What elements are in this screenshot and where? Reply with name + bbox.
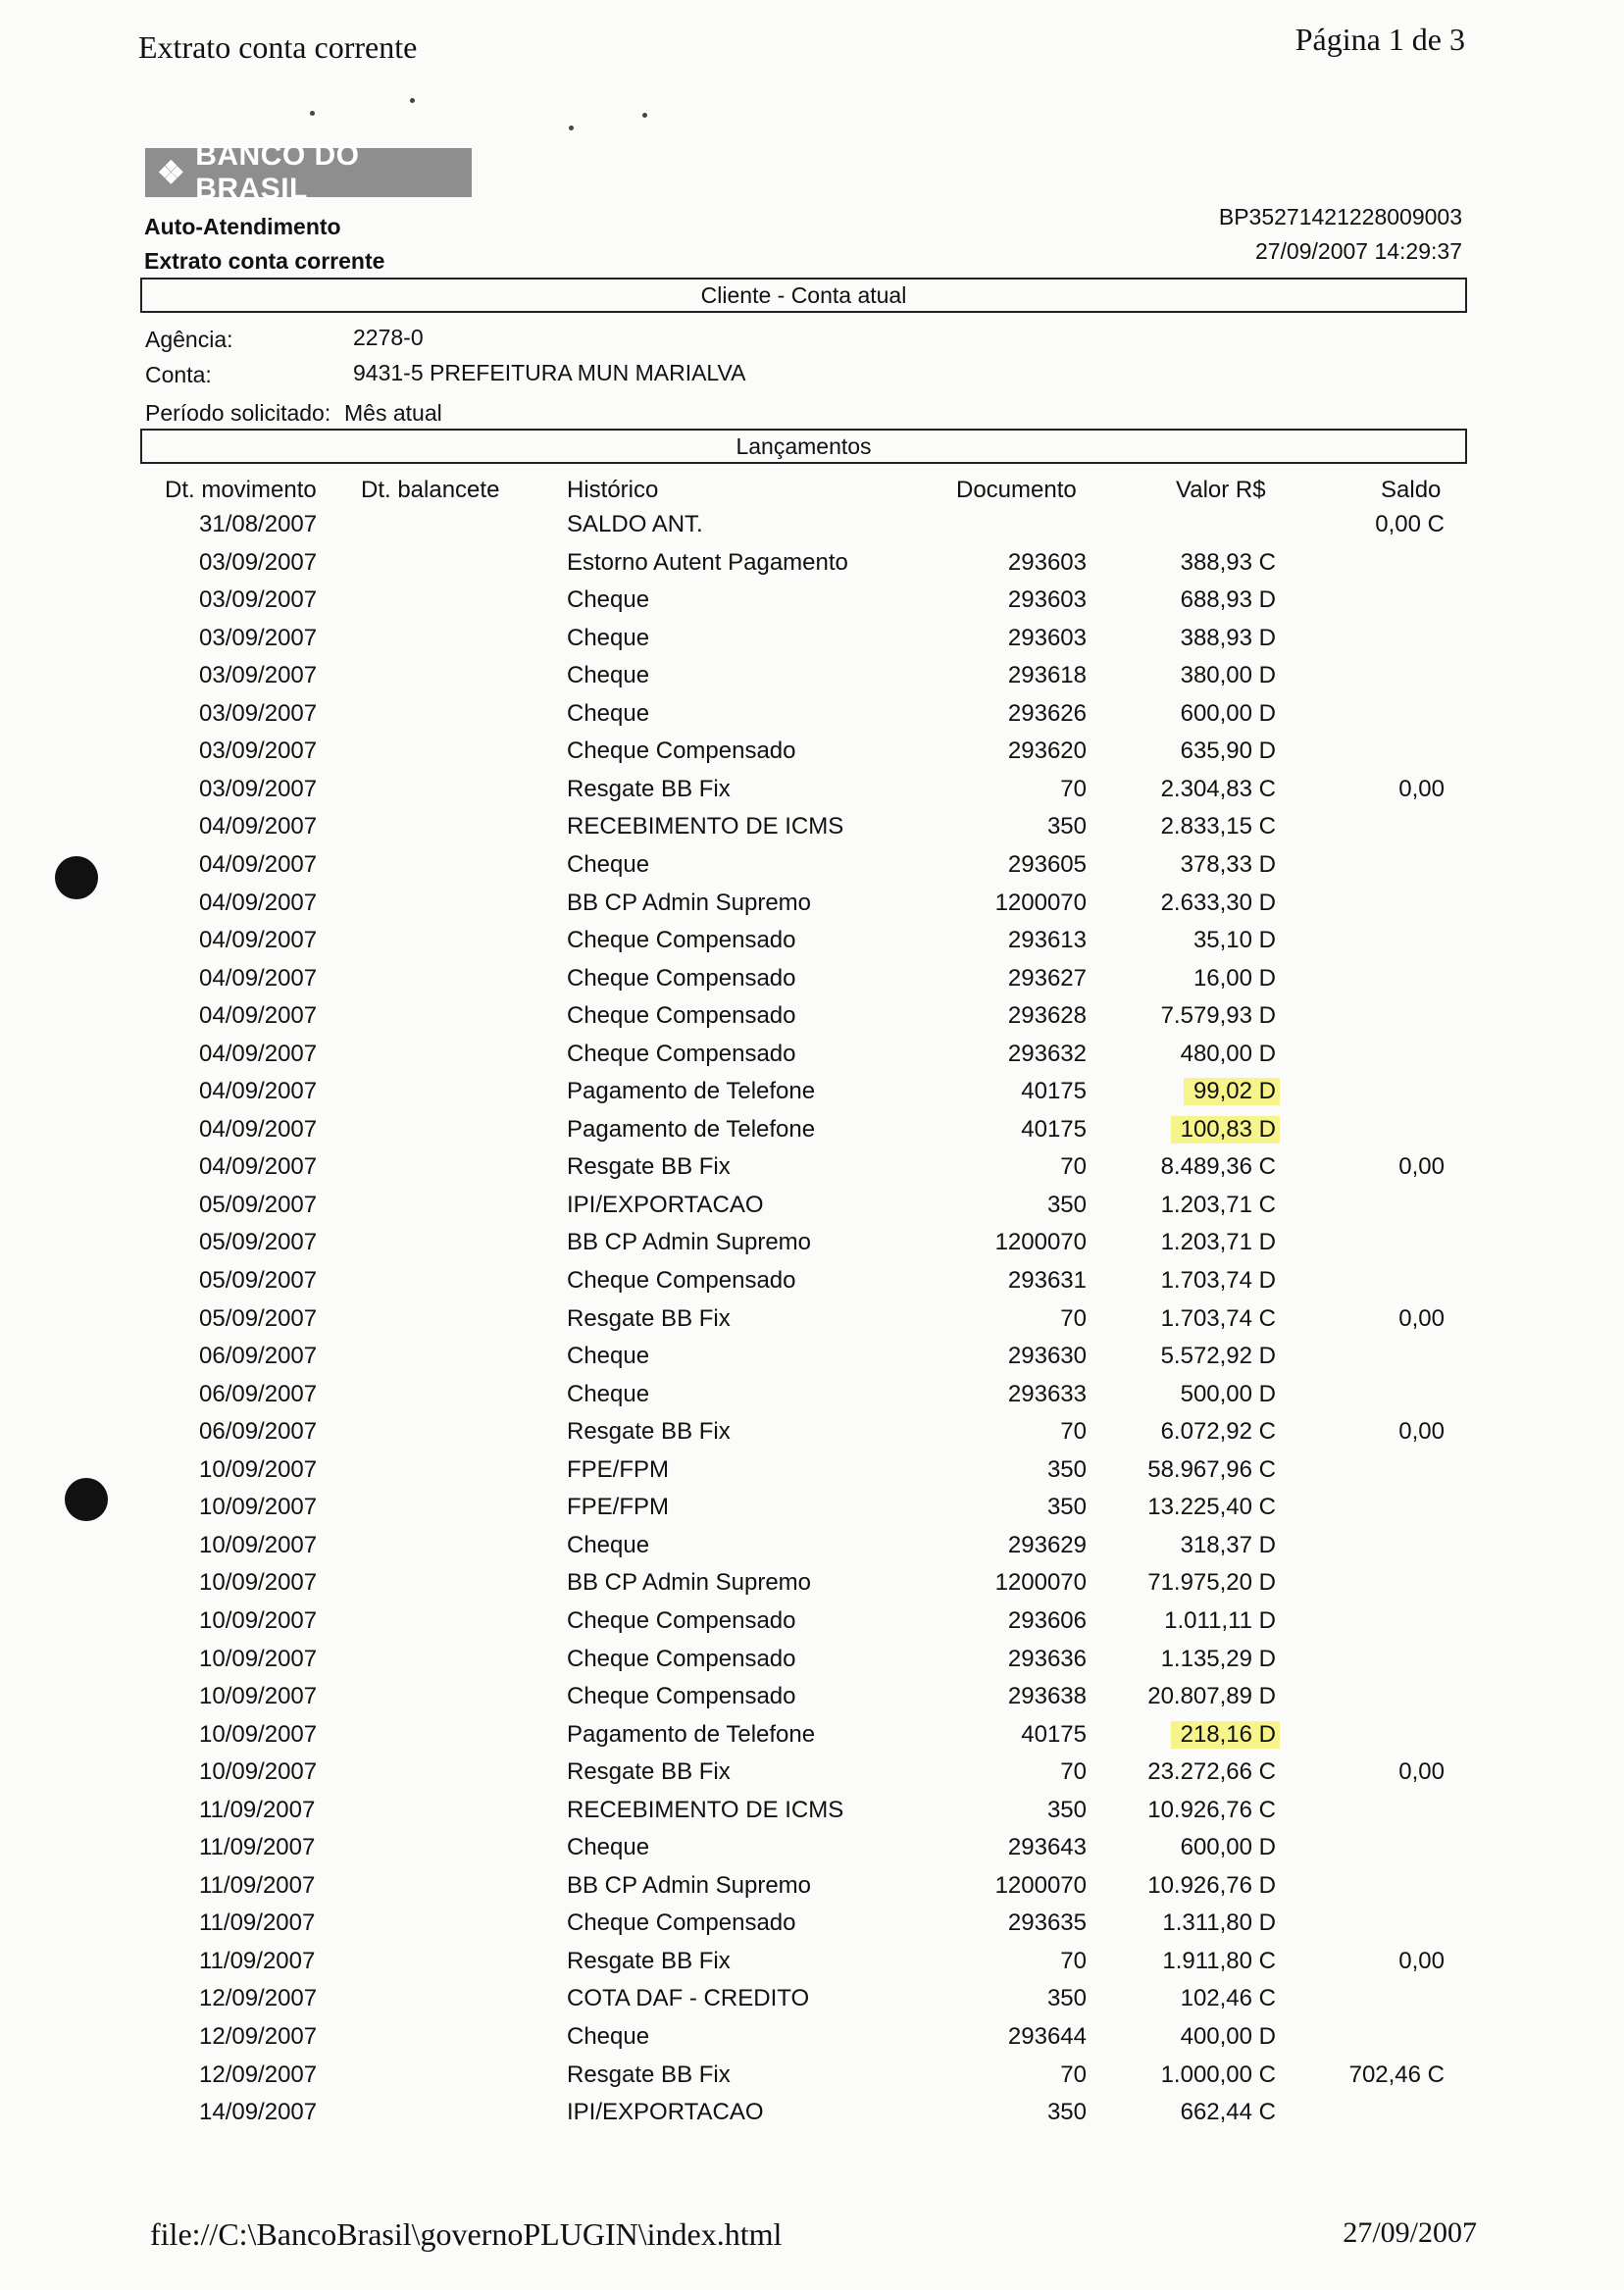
cell-valor: 378,33 D xyxy=(1180,851,1276,878)
cell-dt-movimento: 10/09/2007 xyxy=(199,1721,318,1748)
table-row xyxy=(0,1683,1624,1720)
cell-historico: Cheque xyxy=(567,586,650,613)
table-row xyxy=(0,1381,1624,1418)
cell-saldo: 0,00 xyxy=(1398,1305,1445,1332)
cell-dt-movimento: 12/09/2007 xyxy=(199,1985,318,2011)
table-row xyxy=(0,662,1624,699)
cell-historico: RECEBIMENTO DE ICMS xyxy=(567,813,844,840)
cell-documento: 70 xyxy=(1060,1948,1087,1974)
cell-historico: BB CP Admin Supremo xyxy=(567,1569,812,1596)
cell-dt-movimento: 11/09/2007 xyxy=(199,1834,316,1860)
table-row xyxy=(0,1758,1624,1796)
table-row xyxy=(0,1494,1624,1531)
cell-historico: Resgate BB Fix xyxy=(567,2061,731,2088)
cell-dt-movimento: 03/09/2007 xyxy=(199,625,318,651)
cell-documento: 350 xyxy=(1046,813,1087,840)
column-header-historico: Histórico xyxy=(567,477,659,503)
cell-valor: 2.304,83 C xyxy=(1160,776,1276,802)
cell-documento: 293620 xyxy=(1007,738,1087,764)
table-row xyxy=(0,927,1624,964)
cell-historico: RECEBIMENTO DE ICMS xyxy=(567,1797,844,1823)
cell-dt-movimento: 12/09/2007 xyxy=(199,2023,318,2050)
cell-historico: Resgate BB Fix xyxy=(567,1153,731,1180)
cell-dt-movimento: 03/09/2007 xyxy=(199,586,318,613)
cell-dt-movimento: 11/09/2007 xyxy=(199,1872,316,1899)
cell-documento: 293628 xyxy=(1007,1002,1087,1029)
cell-documento: 293644 xyxy=(1007,2023,1087,2050)
cell-historico: Cheque Compensado xyxy=(567,1002,796,1029)
cell-historico: FPE/FPM xyxy=(567,1494,670,1520)
cell-saldo: 0,00 xyxy=(1398,776,1445,802)
bank-logo xyxy=(145,139,472,205)
table-row xyxy=(0,1343,1624,1380)
cell-documento: 293631 xyxy=(1007,1267,1087,1294)
cell-historico: Cheque Compensado xyxy=(567,965,796,992)
table-row xyxy=(0,1797,1624,1834)
cell-dt-movimento: 04/09/2007 xyxy=(199,813,318,840)
cell-historico: Pagamento de Telefone xyxy=(567,1078,816,1104)
cell-dt-movimento: 04/09/2007 xyxy=(199,1041,318,1067)
table-row xyxy=(0,1948,1624,1985)
cell-valor: 7.579,93 D xyxy=(1160,1002,1276,1029)
table-row xyxy=(0,625,1624,662)
cell-historico: Cheque xyxy=(567,851,650,878)
table-row xyxy=(0,1418,1624,1455)
cell-documento: 70 xyxy=(1060,1418,1087,1445)
cell-documento: 350 xyxy=(1046,1985,1087,2011)
cell-valor: 1.311,80 D xyxy=(1162,1909,1276,1936)
cell-historico: IPI/EXPORTACAO xyxy=(567,2099,764,2125)
bank-logo-text: BANCO DO BRASIL xyxy=(195,139,360,205)
cell-documento: 293632 xyxy=(1007,1041,1087,1067)
table-row xyxy=(0,1267,1624,1304)
cell-historico: SALDO ANT. xyxy=(567,511,703,537)
cell-documento: 293635 xyxy=(1007,1909,1087,1936)
cell-historico: Cheque Compensado xyxy=(567,1646,796,1672)
cell-valor: 16,00 D xyxy=(1193,965,1276,992)
cell-dt-movimento: 04/09/2007 xyxy=(199,965,318,992)
table-row xyxy=(0,851,1624,889)
cell-valor: 635,90 D xyxy=(1180,738,1276,764)
cell-historico: Resgate BB Fix xyxy=(567,776,731,802)
periodo-label: Período solicitado: xyxy=(145,400,331,426)
table-row xyxy=(0,738,1624,775)
column-header-saldo: Saldo xyxy=(1381,477,1442,503)
cell-dt-movimento: 06/09/2007 xyxy=(199,1343,318,1369)
cell-historico: Cheque xyxy=(567,1343,650,1369)
cell-dt-movimento: 05/09/2007 xyxy=(199,1305,318,1332)
table-row xyxy=(0,1834,1624,1871)
cell-historico: Cheque xyxy=(567,1381,650,1407)
cell-valor-highlighted: 100,83 D xyxy=(1171,1116,1280,1144)
cell-dt-movimento: 04/09/2007 xyxy=(199,927,318,953)
cell-historico: BB CP Admin Supremo xyxy=(567,1229,812,1255)
cell-historico: Resgate BB Fix xyxy=(567,1948,731,1974)
cell-documento: 70 xyxy=(1060,1153,1087,1180)
table-row xyxy=(0,549,1624,586)
cell-documento: 40175 xyxy=(1021,1116,1087,1143)
cell-historico: Resgate BB Fix xyxy=(567,1418,731,1445)
cell-dt-movimento: 10/09/2007 xyxy=(199,1569,318,1596)
cell-valor: 662,44 C xyxy=(1180,2099,1276,2125)
cell-valor: 102,46 C xyxy=(1180,1985,1276,2011)
cell-documento: 293633 xyxy=(1007,1381,1087,1407)
cell-documento: 350 xyxy=(1046,2099,1087,2125)
cell-documento: 350 xyxy=(1046,1192,1087,1218)
cell-historico: Cheque xyxy=(567,1532,650,1558)
cell-historico: Pagamento de Telefone xyxy=(567,1721,816,1748)
periodo-value: Mês atual xyxy=(344,400,442,426)
cell-valor: 500,00 D xyxy=(1180,1381,1276,1407)
table-row xyxy=(0,700,1624,738)
cell-saldo: 0,00 xyxy=(1398,1948,1445,1974)
cell-dt-movimento: 31/08/2007 xyxy=(199,511,318,537)
table-row xyxy=(0,813,1624,850)
cell-dt-movimento: 06/09/2007 xyxy=(199,1381,318,1407)
table-row xyxy=(0,1041,1624,1078)
cell-valor: 5.572,92 D xyxy=(1160,1343,1276,1369)
table-row xyxy=(0,1569,1624,1606)
cell-documento: 1200070 xyxy=(994,1872,1087,1899)
cell-valor: 1.203,71 C xyxy=(1160,1192,1276,1218)
table-row xyxy=(0,1909,1624,1947)
cell-dt-movimento: 03/09/2007 xyxy=(199,662,318,688)
cell-documento: 1200070 xyxy=(994,1569,1087,1596)
cell-valor: 10.926,76 D xyxy=(1147,1872,1276,1899)
table-row xyxy=(0,1229,1624,1266)
cell-valor: 1.000,00 C xyxy=(1160,2061,1276,2088)
cell-valor: 1.203,71 D xyxy=(1160,1229,1276,1255)
cell-dt-movimento: 11/09/2007 xyxy=(199,1909,316,1936)
footer-date: 27/09/2007 xyxy=(1343,2216,1477,2249)
table-row xyxy=(0,890,1624,927)
cell-documento: 293629 xyxy=(1007,1532,1087,1558)
cell-historico: Cheque xyxy=(567,662,650,688)
table-row xyxy=(0,776,1624,813)
cell-historico: COTA DAF - CREDITO xyxy=(567,1985,810,2011)
cell-historico: Resgate BB Fix xyxy=(567,1758,731,1785)
cell-documento: 350 xyxy=(1046,1494,1087,1520)
cell-valor: 688,93 D xyxy=(1180,586,1276,613)
table-row xyxy=(0,586,1624,624)
cell-historico: Cheque Compensado xyxy=(567,1041,796,1067)
cell-historico: BB CP Admin Supremo xyxy=(567,1872,812,1899)
cell-valor: 23.272,66 C xyxy=(1147,1758,1276,1785)
cell-valor: 388,93 D xyxy=(1180,625,1276,651)
cell-historico: Pagamento de Telefone xyxy=(567,1116,816,1143)
cell-historico: Cheque xyxy=(567,700,650,727)
cell-valor: 1.011,11 D xyxy=(1164,1607,1276,1634)
lancamentos-section-header: Lançamentos xyxy=(140,429,1467,464)
column-header-documento: Documento xyxy=(956,477,1077,503)
cell-dt-movimento: 04/09/2007 xyxy=(199,1002,318,1029)
cell-valor: 1.135,29 D xyxy=(1160,1646,1276,1672)
cell-dt-movimento: 11/09/2007 xyxy=(199,1948,316,1974)
table-row xyxy=(0,1153,1624,1191)
cell-historico: Resgate BB Fix xyxy=(567,1305,731,1332)
cell-dt-movimento: 03/09/2007 xyxy=(199,738,318,764)
cell-valor: 388,93 C xyxy=(1180,549,1276,576)
cell-valor: 1.703,74 D xyxy=(1160,1267,1276,1294)
cell-dt-movimento: 04/09/2007 xyxy=(199,1116,318,1143)
bank-logo-icon: ❖ xyxy=(157,155,186,190)
scan-speck xyxy=(310,111,315,116)
cell-historico: Cheque xyxy=(567,1834,650,1860)
cell-valor: 58.967,96 C xyxy=(1147,1456,1276,1483)
cell-documento: 1200070 xyxy=(994,890,1087,916)
cell-historico: BB CP Admin Supremo xyxy=(567,890,812,916)
cell-documento: 293630 xyxy=(1007,1343,1087,1369)
footer-file-path: file://C:\BancoBrasil\governoPLUGIN\index.html xyxy=(150,2216,783,2252)
table-row xyxy=(0,1002,1624,1040)
table-row xyxy=(0,1646,1624,1683)
cell-dt-movimento: 10/09/2007 xyxy=(199,1683,318,1709)
cell-saldo: 0,00 C xyxy=(1375,511,1445,537)
column-header-dt-balancete: Dt. balancete xyxy=(361,477,500,503)
table-row xyxy=(0,1532,1624,1569)
cell-valor: 2.833,15 C xyxy=(1160,813,1276,840)
column-header-valor: Valor R$ xyxy=(1176,477,1266,503)
cell-dt-movimento: 05/09/2007 xyxy=(199,1192,318,1218)
scan-speck xyxy=(569,126,574,130)
cell-dt-movimento: 03/09/2007 xyxy=(199,700,318,727)
table-row xyxy=(0,1456,1624,1494)
cell-historico: FPE/FPM xyxy=(567,1456,670,1483)
cell-valor: 600,00 D xyxy=(1180,1834,1276,1860)
cell-documento: 293627 xyxy=(1007,965,1087,992)
cell-dt-movimento: 04/09/2007 xyxy=(199,890,318,916)
table-row xyxy=(0,1721,1624,1758)
agencia-value: 2278-0 xyxy=(353,325,424,350)
punch-hole xyxy=(65,1478,108,1521)
table-row xyxy=(0,2099,1624,2136)
cell-documento: 293618 xyxy=(1007,662,1087,688)
table-row xyxy=(0,1607,1624,1645)
cell-historico: Cheque Compensado xyxy=(567,1607,796,1634)
cell-documento: 70 xyxy=(1060,1305,1087,1332)
cell-valor: 10.926,76 C xyxy=(1147,1797,1276,1823)
cell-documento: 293636 xyxy=(1007,1646,1087,1672)
cell-historico: Cheque Compensado xyxy=(567,738,796,764)
cell-dt-movimento: 06/09/2007 xyxy=(199,1418,318,1445)
cell-valor: 400,00 D xyxy=(1180,2023,1276,2050)
cell-historico: Cheque xyxy=(567,2023,650,2050)
table-row xyxy=(0,1192,1624,1229)
cell-dt-movimento: 10/09/2007 xyxy=(199,1607,318,1634)
cell-dt-movimento: 10/09/2007 xyxy=(199,1494,318,1520)
cell-historico: Cheque xyxy=(567,625,650,651)
cell-valor: 35,10 D xyxy=(1193,927,1276,953)
cell-dt-movimento: 05/09/2007 xyxy=(199,1229,318,1255)
scan-speck xyxy=(410,98,415,103)
cell-dt-movimento: 04/09/2007 xyxy=(199,1078,318,1104)
cell-valor: 8.489,36 C xyxy=(1160,1153,1276,1180)
punch-hole xyxy=(55,856,98,899)
cell-dt-movimento: 03/09/2007 xyxy=(199,549,318,576)
cell-saldo: 0,00 xyxy=(1398,1758,1445,1785)
cell-documento: 350 xyxy=(1046,1797,1087,1823)
cell-valor: 1.911,80 C xyxy=(1162,1948,1276,1974)
document-type: Extrato conta corrente xyxy=(144,248,385,274)
cell-dt-movimento: 04/09/2007 xyxy=(199,1153,318,1180)
client-section-header: Cliente - Conta atual xyxy=(140,278,1467,313)
cell-documento: 293643 xyxy=(1007,1834,1087,1860)
cell-documento: 293603 xyxy=(1007,586,1087,613)
cell-documento: 293603 xyxy=(1007,625,1087,651)
cell-historico: Cheque Compensado xyxy=(567,1683,796,1709)
cell-documento: 350 xyxy=(1046,1456,1087,1483)
reference-code: BP35271421228009003 xyxy=(1218,204,1462,229)
cell-valor: 480,00 D xyxy=(1180,1041,1276,1067)
cell-documento: 70 xyxy=(1060,776,1087,802)
cell-historico: Estorno Autent Pagamento xyxy=(567,549,848,576)
cell-valor-highlighted: 218,16 D xyxy=(1171,1721,1280,1749)
table-row xyxy=(0,1985,1624,2022)
cell-documento: 293605 xyxy=(1007,851,1087,878)
table-row xyxy=(0,1116,1624,1153)
column-header-dt-movimento: Dt. movimento xyxy=(165,477,317,503)
cell-dt-movimento: 12/09/2007 xyxy=(199,2061,318,2088)
cell-documento: 293613 xyxy=(1007,927,1087,953)
cell-historico: Cheque Compensado xyxy=(567,927,796,953)
cell-historico: IPI/EXPORTACAO xyxy=(567,1192,764,1218)
cell-documento: 70 xyxy=(1060,1758,1087,1785)
table-row xyxy=(0,1872,1624,1909)
cell-dt-movimento: 10/09/2007 xyxy=(199,1456,318,1483)
cell-valor: 13.225,40 C xyxy=(1147,1494,1276,1520)
cell-saldo: 0,00 xyxy=(1398,1418,1445,1445)
cell-dt-movimento: 05/09/2007 xyxy=(199,1267,318,1294)
cell-valor: 1.703,74 C xyxy=(1160,1305,1276,1332)
table-row xyxy=(0,511,1624,548)
document-header-title: Extrato conta corrente xyxy=(138,29,418,65)
conta-label: Conta: xyxy=(145,362,212,387)
cell-dt-movimento: 10/09/2007 xyxy=(199,1758,318,1785)
cell-valor: 2.633,30 D xyxy=(1160,890,1276,916)
page-number: Página 1 de 3 xyxy=(1294,22,1465,57)
issue-datetime: 27/09/2007 14:29:37 xyxy=(1254,238,1462,264)
cell-dt-movimento: 04/09/2007 xyxy=(199,851,318,878)
conta-value: 9431-5 PREFEITURA MUN MARIALVA xyxy=(353,360,746,385)
table-row xyxy=(0,2061,1624,2099)
cell-historico: Cheque Compensado xyxy=(567,1909,796,1936)
cell-valor-highlighted: 99,02 D xyxy=(1184,1078,1280,1105)
cell-documento: 293606 xyxy=(1007,1607,1087,1634)
cell-saldo: 702,46 C xyxy=(1348,2061,1445,2088)
cell-documento: 293626 xyxy=(1007,700,1087,727)
cell-documento: 293638 xyxy=(1007,1683,1087,1709)
cell-valor: 71.975,20 D xyxy=(1147,1569,1276,1596)
agencia-label: Agência: xyxy=(145,327,233,352)
table-row xyxy=(0,1305,1624,1343)
cell-dt-movimento: 03/09/2007 xyxy=(199,776,318,802)
cell-dt-movimento: 14/09/2007 xyxy=(199,2099,318,2125)
cell-valor: 380,00 D xyxy=(1180,662,1276,688)
cell-valor: 600,00 D xyxy=(1180,700,1276,727)
table-row xyxy=(0,965,1624,1002)
cell-valor: 6.072,92 C xyxy=(1160,1418,1276,1445)
service-name: Auto-Atendimento xyxy=(144,214,341,239)
cell-dt-movimento: 11/09/2007 xyxy=(199,1797,316,1823)
cell-dt-movimento: 10/09/2007 xyxy=(199,1646,318,1672)
cell-documento: 40175 xyxy=(1021,1721,1087,1748)
cell-documento: 1200070 xyxy=(994,1229,1087,1255)
cell-historico: Cheque Compensado xyxy=(567,1267,796,1294)
cell-saldo: 0,00 xyxy=(1398,1153,1445,1180)
cell-documento: 293603 xyxy=(1007,549,1087,576)
scan-speck xyxy=(642,113,647,118)
cell-valor: 318,37 D xyxy=(1180,1532,1276,1558)
cell-dt-movimento: 10/09/2007 xyxy=(199,1532,318,1558)
table-row xyxy=(0,1078,1624,1115)
cell-valor: 20.807,89 D xyxy=(1147,1683,1276,1709)
table-row xyxy=(0,2023,1624,2061)
cell-documento: 40175 xyxy=(1021,1078,1087,1104)
cell-documento: 70 xyxy=(1060,2061,1087,2088)
